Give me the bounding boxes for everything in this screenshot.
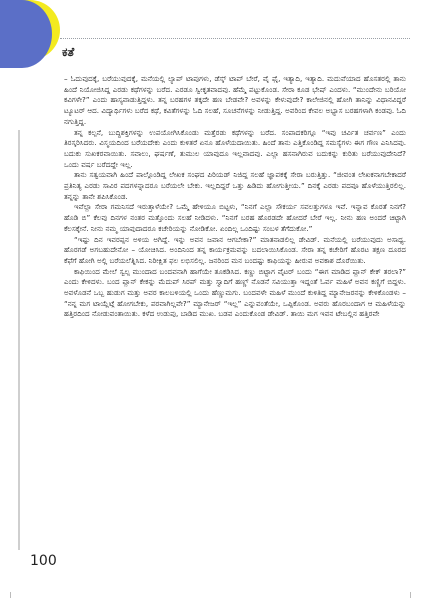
margin-line xyxy=(18,130,20,550)
article-body xyxy=(64,74,406,320)
paragraph-4: ಇವೆಲ್ಲಾ ಸೇರಾ ಗಮನಿಸದೆ ಇರುತ್ತಾಳೆಯೇ? ಒಮ್ಮೆ ಹೇಳಿಯೂ ಬಿಟ್ಟಳು, “ನಿನಗೆ ಎಲ್ಲಾ ಸೌಕರ್ಯ ಸವಲತ್ತುಗಳೂ ಇವೆ. ಇನ್ನಾವ ಕೊರತೆ ನಿನಗೆ? ಹೊಡಿ ಬಿ” ಕೆಲವು ದಿನಗಳ ನಂತರ ಮತ್ತೊಂದು ಸಲಹೆ ನೀಡಿದಳು. “ನಿನಗೆ ಬರಹ ಹೊರಡದೇ ಹೋದರೆ ಬೇರೆ ಇಲ್ಲ. ನೀನು ಹಣ ಅಂದರೆ ಚಿಟ್ಟಾಗಿ ಕೆಲಸಕ್ಕೇನೆ. ನೀನು ನಮ್ಮ ಯಾವುದಾದರೂ ಕಚೇರಿಯನ್ನು ನೋಡಿಕೋ. ಏಂದಿಲ್ಲ ಒಂದಿಷ್ಟು ಸಂಬಳ ತೆಗೆದುಕೋ.” xyxy=(64,202,406,233)
paragraph-3: ತಾನು ಸತ್ವಯವಾಗಿ ಹಿಂದೆ ಪಾಲ್ಗೊಂಡಿದ್ದ ಲೇಖಕ ಸಂಘದ ಪಿರಿಯಡ್ ನಿಜಿದ್ದ ಸಲಹೆ ಜ್ಞಾಪಕಕ್ಕೆ ಸೇರಾ ಬರುತ್ತಿತ್ತು. “ಜೀವಂತ ಲೇಖಕನಾಗಬೇಕಾದರೆ ಪ್ರತಿನಿತ್ಯ ಎರಡು ಸಾವಿರ ಪದಗಳನ್ನಾದರೂ ಬರೆಯಲೇ ಬೇಕು. ಇಲ್ಲದಿದ್ದರೆ ಒತ್ತು ಹಿಡಿದು ಹೋಗುತ್ತೀಯ.” ದಿನಕ್ಕೆ ಎರಡು ಪದವೂ ಹೊಳೆಯುತ್ತಿರಲಿಲ್ಲ. ತನ್ನನ್ನು ತಾನೇ ಶಪಿಸಿಕೊಂಡ. xyxy=(64,170,406,201)
paragraph-1: – ಓದುವುದಕ್ಕೆ, ಬರೆಯುವುದಕ್ಕೆ, ಮನೆಯಲ್ಲಿ ಲ್ಯಾಪ್ ಟಾಪುಗಳು, ಡೆಸ್ಕ್ ಟಾಪ್ ಬೇರೆ, ವೈ ಫೈ, ಇತ್ಯಾದಿ, ಇತ್ಯಾದಿ. ಮದುವೆಯಾದ ಹೊಸತರಲ್ಲಿ ತಾನು ಹಿಂದೆ ನಿಯೋಜಿಸಿದ್ದ ಎರಡು ಕಥೆಗಳನ್ನು ಬರೆದ. ಎರಡೂ ಸ್ವೀಕೃತವಾದವು. ಹೆಮ್ಮೆ ಪಟ್ಟುಕೊಂಡ. ಸೇರಾ ಕೂಡ ಭೇಷ್ ಎಂದಳು. “ಮುಂದೇನು ಬರಿಯೋ ಕವಿಗಳೇ?” ಎಂದು ಹಾಸ್ಯವಾಡುತ್ತಿದ್ದಳು. ತನ್ನ ಬರಹಗಳ ತಕ್ಕದೇ ಹಣ ಬೇಡವೇ? ಅವಳನ್ನು ಕೇಳುವುದೇ? ಕಾಲೇಜಿನಲ್ಲಿ ಹೋಗಿ ತಾನಿನ್ನು ವಿಧಾನವಿದ್ದರೆ ಟ್ಯೂಟರ್ ಆದ. ವಿದ್ಯಾರ್ಥಿಗಳು ಬರೆದ ಕಥೆ, ಕವಿತೆಗಳನ್ನು ಓದಿ ಸಲಹೆ, ಸೂಚನೆಗಳನ್ನು ನೀಡುತ್ತಿದ್ದ. ಅವರಿಂದ ಕೇವಲ ಅಭ್ಯಾಸ ಬರಹಗಳಾಗಿ ಕಂಡವು. ಓದಿ ನಗುತ್ತಿದ್ದ. xyxy=(64,74,406,126)
corner-decoration xyxy=(0,0,60,80)
page-number: 100 xyxy=(30,553,57,569)
paragraph-5: “ಇಷ್ಟು ದಿನ ಇವರಪ್ಪನ ಅಳಿಯ ಅಗಿದ್ದೆ. ಇನ್ನು ಅವನ ಜವಾನ ಆಗಬೇಕಾ?” ಮಾತನಾಡಲಿಲ್ಲ ಡೇವಿಡ್. ಮನೆಯಲ್ಲಿ ಬರೆಯುವುದು ಅಸಾಧ್ಯ. ಹೊರಗಡೆ ಅಗಬಹುದೇನೋ – ಯೋಚಿಸಿದ. ಅಂದಿನಿಂದ ತನ್ನ ಕಾರ್ಯಕ್ರಮವನ್ನು ಬದಲಾಯಿಸಿಕೊಂಡ. ಸೇರಾ ತನ್ನ ಕಚೇರಿಗೆ ಹೊರಟ ತಕ್ಷಣ ದೂರದ ಕೆಫೆಗೆ ಹೋಗಿ ಅಲ್ಲಿ ಬರೆಯಲೆತ್ನಿಸಿದ. ನಿರೀಕ್ಷಿತ ಫಲ ಲಭಿಸಲಿಲ್ಲ. ಜನರಿಂದ ಮನ ಬಂದಷ್ಟು ಕಾಫಿಯನ್ನು ಹೀರುವ ಅವಕಾಶ ದೊರೆಯಿತು. xyxy=(64,234,406,265)
paragraph-2: ತನ್ನ ಕಲ್ಪನೆ, ಬುದ್ಧಿಶಕ್ತಿಗಳನ್ನು ಉಪಯೋಗಿಸಿಕೊಂಡು ಮತ್ತೆರಡು ಕಥೆಗಳನ್ನು ಬರೆದ. ಸಂಪಾದಕರಿಗ್ಗೂ “ಇವು ಚರ್ವಿತ ಚರ್ವಣ” ಎಂದು ತಿರಸ್ಕರಿಸಿದರು. ವಿಸ್ಮಯದಿಂದ ಬರೆಯದೇಕು ಎಂದು ಕುಳಿತರೆ ಏನೂ ಹೊಳೆಯದಾಯಿತು. ಹಿಂದೆ ತಾನು ಎತ್ತಿಕೊಂಡಿದ್ದ ಸಮಸ್ಯೆಗಳು ಈಗ ಗೌಣ ಎನಿಸಿದವು. ಬದುಕು ಸುಖಕರವಾಯಿತು. ಸವಾಲು, ಘರ್ಷಣೆ, ತುಮುಲ ಯಾವುದೂ ಇಲ್ಲವಾದವು. ಎಲ್ಲಾ ಹಸನಾಗಿರುವ ಬದುಕನ್ನು ಕುರಿತು ಬರೆಯುವುದೇನಿದೆ? ಒಂದು ವರ್ಷ ಬರೆದದ್ದೇ ಇಲ್ಲ. xyxy=(64,127,406,169)
header-divider xyxy=(60,38,410,39)
paragraph-6: ಕಾಫಿಯಿಂದ ಮೇಲೆ ಸ್ವಲ್ಪ ಮುಂದಾದ ಬಂದವನಾಗಿ ಹಾಗೆಯೇ ತೂಕಡಿಸಿದ. ಕಣ್ಣು ಬಿಟ್ಟಾಗ ವೈಟರ್ ಬಂದು “ಈಗ ಮಾಡಿದ ಪ್ಲಾನ್ ಕೇಕ್ ತರಲಾ?” ಎಂದು ಕೇಳಿದಳು. ಬಂದ ಪ್ಲಾನ್ ಕೇಕನ್ನು ಮೆದುಪ್ ಸಿರಪ್ ಮತ್ತು ಸ್ವಾದಿಗೆ ಹಣ್ಣ್ ನೊಡನೆ ಸವಿಯುತ್ತಾ ಇದ್ದಂತೆ ಓರ್ವ ಮಹಿಳೆ ಅವನ ಕಣ್ಣಿಗೆ ಬಿದ್ದಳು. ಅವಳೊಡನೆ ಒಬ್ಬ ಹುಡುಗ ಮತ್ತು ಅವರ ಕಾಲಬಳಿಯಲ್ಲಿ ಒಂದು ಹೆಣ್ಣುಮಗು. ಬಂದವಳೇ ಮಹಿಳೆ ಮುಂದೆ ಕುಳಿತಿದ್ದ ಮ್ಯಾನೇಜರನನ್ನು ಕೇಳಿಕೊಂಡಳು – “ನನ್ನ ಮಗ ಟಾಯ್ಲೆಟ್ಗೆ ಹೋಗಬೇಕು, ಪರವಾಗಿಲ್ಲವೇ?” ಮ್ಯಾನೇಜರ್ “ಇಲ್ಲ” ಎನ್ನುವಂತೆಯೇ, ಒಪ್ಪಿಕೊಂಡ. ಅವರು ಹೊರಬಂದಾಗ ಆ ಮಹಿಳೆಯನ್ನು ಹತ್ತಿರದಿಂದ ನೋಡುವಂತಾಯಿತು. ಕಳೆದ ಉಡುಪು, ಬಾಡಿದ ಮುಖ. ಬಡವ ಎಂದುಕೊಂಡ ಡೇವಿಡ್. ತಾಯಿ ಮಗ ಇವನ ಟೇಬಲ್ಲಿನ ಹತ್ತಿರವೇ xyxy=(64,266,406,319)
crop-mark xyxy=(410,592,411,598)
section-title: ಕತೆ xyxy=(62,45,75,59)
crop-mark xyxy=(10,592,11,598)
